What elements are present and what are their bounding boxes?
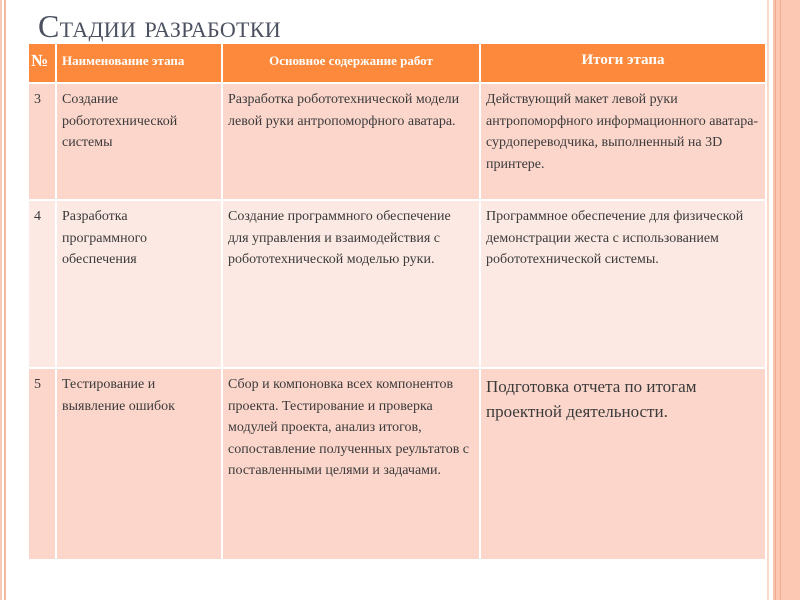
header-content: Основное содержание работ (223, 44, 479, 82)
cell-number: 5 (29, 369, 55, 559)
cell-stage-name: Разработка программного обеспечения (57, 201, 221, 367)
table-row (29, 201, 765, 367)
cell-result: Программное обеспечение для физической демонстрации жеста с использованием робототехнической системы. (481, 201, 765, 367)
stages-table (27, 42, 767, 561)
cell-result: Действующий макет левой руки антропоморфного информационного аватара-сурдопереводчика, выполненный на 3D принтере. (481, 84, 765, 199)
table-header-row (29, 44, 765, 82)
slide-title: Стадии разработки (38, 8, 281, 44)
cell-content: Создание программного обеспечение для управления и взаимодействия с робототехнической моделью руки. (223, 201, 479, 367)
header-result: Итоги этапа (481, 44, 765, 82)
slide-border-right (766, 0, 800, 600)
cell-number: 3 (29, 84, 55, 199)
table-row (29, 84, 765, 199)
slide-border-left (0, 0, 8, 600)
header-number: № (29, 44, 55, 82)
cell-stage-name: Тестирование и выявление ошибок (57, 369, 221, 559)
cell-content: Сбор и компоновка всех компонентов проекта. Тестирование и проверка модулей проекта, анализ итогов, сопоставление полученных реультатов с поставленными целями и задачами. (223, 369, 479, 559)
table-row (29, 369, 765, 559)
header-stage-name: Наименование этапа (57, 44, 221, 82)
cell-number: 4 (29, 201, 55, 367)
cell-result: Подготовка отчета по итогам проектной деятельности. (481, 369, 765, 559)
cell-stage-name: Создание робототехнической системы (57, 84, 221, 199)
cell-content: Разработка робототехнической модели левой руки антропоморфного аватара. (223, 84, 479, 199)
